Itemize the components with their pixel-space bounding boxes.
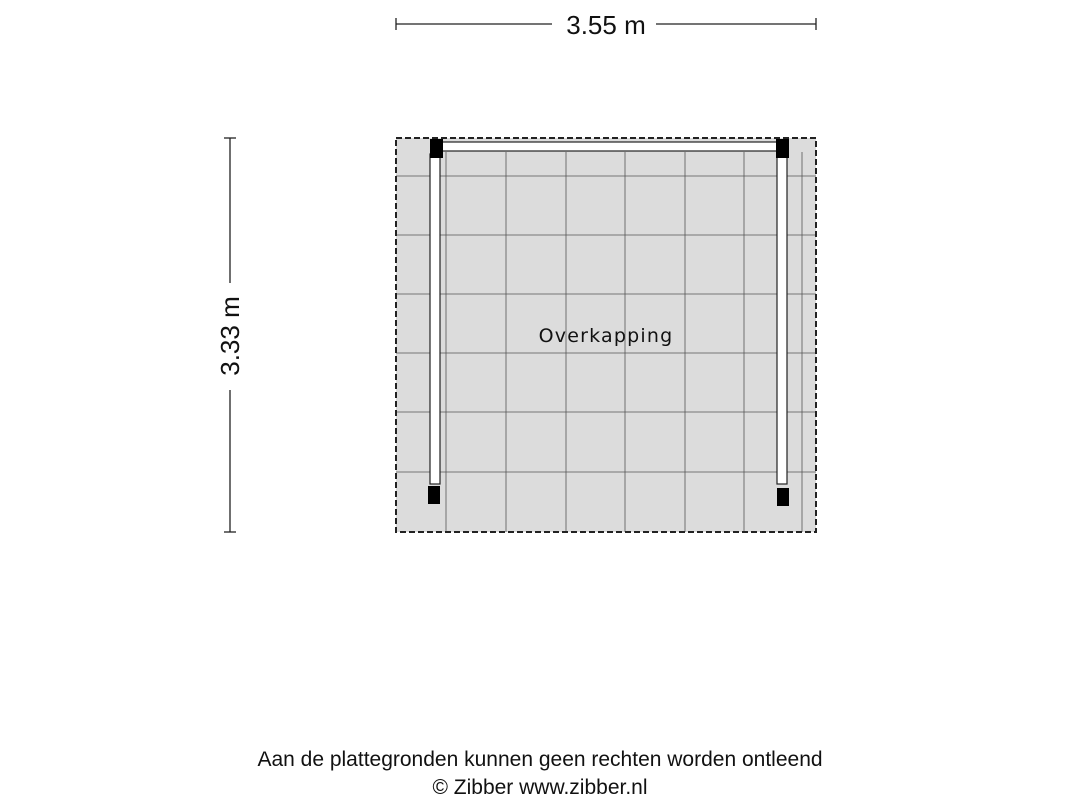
disclaimer-text: Aan de plattegronden kunnen geen rechten worden ontleend bbox=[257, 748, 823, 771]
room-overkapping bbox=[396, 138, 816, 532]
post-bottom-left bbox=[428, 486, 440, 504]
post-top-left bbox=[430, 139, 443, 158]
post-bottom-right bbox=[777, 488, 789, 506]
left-beam bbox=[430, 154, 440, 484]
width-dimension bbox=[396, 10, 816, 40]
room-label: Overkapping bbox=[538, 325, 674, 347]
height-dimension bbox=[215, 138, 245, 532]
post-top-right bbox=[776, 139, 789, 158]
right-beam bbox=[777, 154, 787, 484]
top-beam bbox=[438, 142, 780, 151]
copyright-text: © Zibber www.zibber.nl bbox=[432, 776, 648, 799]
height-dimension-label: 3.33 m bbox=[215, 296, 245, 376]
width-dimension-label: 3.55 m bbox=[566, 10, 646, 40]
